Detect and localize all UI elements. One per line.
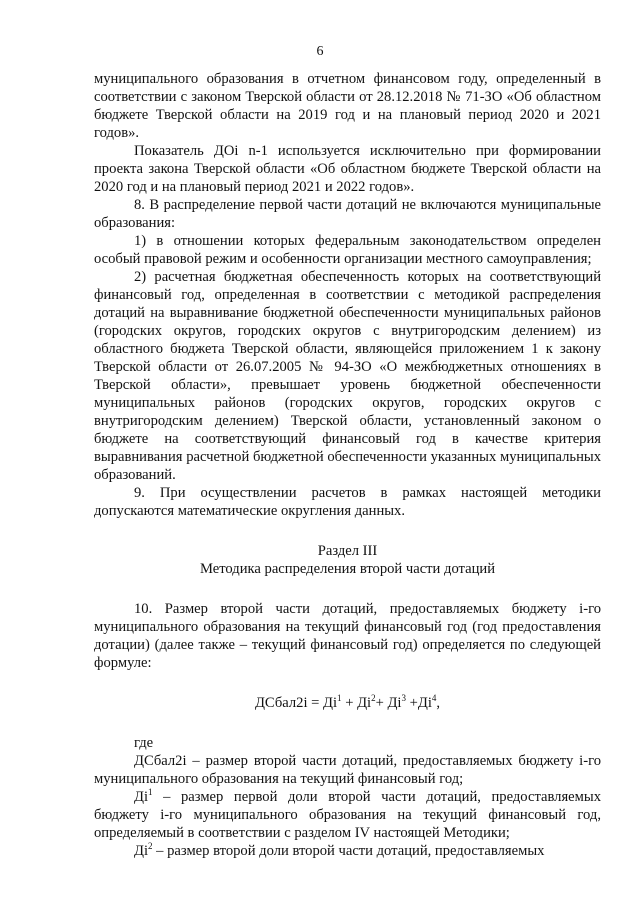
- paragraph-item-9: 9. При осуществлении расчетов в рамках настоящей методики допускаются математические округления данных.: [94, 485, 601, 519]
- definition-symbol-2-sup: 2: [148, 841, 153, 851]
- definition-symbol-1: Дi: [134, 789, 149, 805]
- formula-term-4: +Дi: [405, 695, 432, 711]
- formula: [94, 694, 601, 712]
- definition-symbol-1-sup: 1: [148, 787, 153, 797]
- paragraph-subitem-2: 2) расчетная бюджетная обеспеченность которых на соответствующий финансовый год, определенная в соответствии с методикой распределения дотаций на выравнивание бюджетной обеспеченности муниципальных районов (городских округов, городских округов с внутригородским делением) из областного бюджета Тверской области, являющейся приложением 1 к закону Тверской области от 26.07.2005 № 94-ЗО «О межбюджетных отношениях в Тверской области», превышает уровень бюджетной обеспеченности муниципальных районов (городских округов, городских округов с внутригородским делением) Тверской области, установленный законом о бюджете на соответствующий финансовый год в качестве критерия выравнивания расчетной бюджетной обеспеченности указанных муниципальных образований.: [94, 269, 601, 483]
- document-body: [94, 70, 601, 860]
- formula-lhs: ДСбал2i = Дi: [254, 695, 338, 711]
- formula-sup-2: 2: [371, 693, 376, 703]
- definition-second-share-text: – размер второй доли второй части дотаций, предоставляемых: [156, 843, 545, 859]
- page-number: 6: [316, 44, 324, 59]
- formula-sup-1: 1: [337, 693, 342, 703]
- formula-sup-4: 4: [431, 693, 437, 703]
- definition-first-share: [94, 788, 601, 842]
- formula-term-3: + Дi: [375, 695, 402, 711]
- definition-second-share: [94, 842, 601, 860]
- definition-symbol-2: Дi: [134, 843, 149, 859]
- formula-tail: ,: [436, 695, 441, 711]
- formula-term-2: + Дi: [341, 695, 372, 711]
- paragraph-item-8: 8. В распределение первой части дотаций не включаются муниципальные образования:: [94, 197, 601, 231]
- section-number: Раздел III: [317, 543, 378, 559]
- formula-sup-3: 3: [401, 693, 406, 703]
- paragraph-item-10: 10. Размер второй части дотаций, предоставляемых бюджету i-го муниципального образования на текущий финансовый год (год предоставления дотации) (далее также – текущий финансовый год) определяется по следующей формуле:: [94, 601, 601, 671]
- paragraph-subitem-1: 1) в отношении которых федеральным законодательством определен особый правовой режим и особенности организации местного самоуправления;: [94, 233, 601, 267]
- where-label: где: [134, 735, 154, 751]
- paragraph-indicator-note: [94, 142, 601, 196]
- paragraph-continuation: муниципального образования в отчетном финансовом году, определенный в соответствии с законом Тверской области от 28.12.2018 № 71-ЗО «Об областном бюджете Тверской области на 2019 год и на плановый период 2020 и 2021 годов».: [94, 71, 601, 141]
- section-title: Методика распределения второй части дотаций: [199, 561, 496, 577]
- definition-total: ДСбал2i – размер второй части дотаций, предоставляемых бюджету i-го муниципального образования на текущий финансовый год;: [94, 753, 601, 787]
- definition-first-share-text: – размер первой доли второй части дотаций, предоставляемых бюджету i-го муниципального образования на текущий финансовый год, определяемый в соответствии с разделом IV настоящей Методики;: [94, 789, 601, 841]
- paragraph-indicator-text: Показатель ДОi n-1 используется исключительно при формировании проекта закона Тверской области «Об областном бюджете Тверской области на 2020 год и на плановый период 2021 и 2022 годов».: [94, 143, 601, 195]
- section-heading: [94, 542, 601, 578]
